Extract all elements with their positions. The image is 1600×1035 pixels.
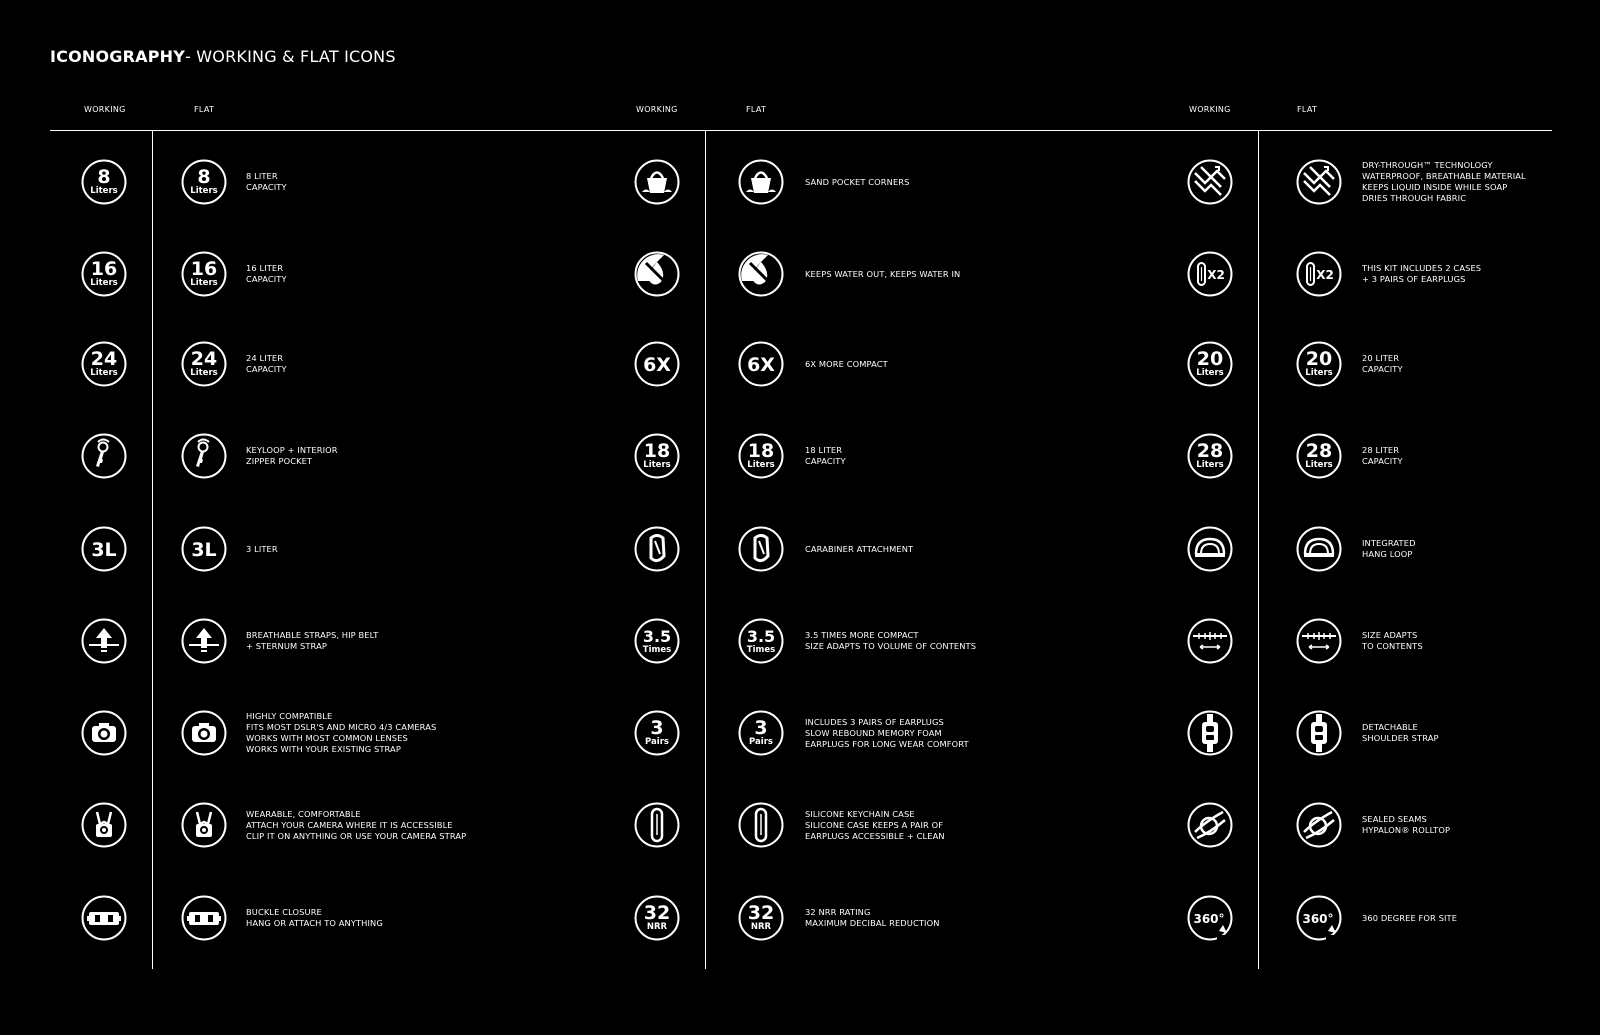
working-3-5-times-icon	[634, 618, 680, 664]
icon-description	[246, 445, 338, 467]
icon-description	[1362, 814, 1450, 836]
icon-unit: Liters	[643, 460, 671, 470]
working-dry-through-icon	[1187, 159, 1233, 205]
description-line: HANG OR ATTACH TO ANYTHING	[246, 918, 383, 928]
icon-unit: NRR	[646, 922, 668, 932]
working-keyloop-icon	[81, 433, 127, 479]
description-line: BREATHABLE STRAPS, HIP BELT	[246, 630, 379, 640]
icon-description	[805, 544, 913, 555]
icon-number: 6X	[643, 354, 671, 376]
description-line: INTEGRATED	[1362, 538, 1416, 548]
icon-number: 3L	[191, 539, 217, 561]
description-line: EARPLUGS ACCESSIBLE + CLEAN	[805, 830, 945, 841]
flat-keychain-case-icon	[738, 802, 784, 848]
icon-description	[246, 353, 287, 375]
description-line: CAPACITY	[246, 274, 287, 284]
flat-18-liters-icon	[738, 433, 784, 479]
header-working-2: WORKING	[636, 105, 678, 114]
icon-unit: Pairs	[645, 737, 669, 747]
working-16-liters-icon	[81, 251, 127, 297]
header-flat-3: FLAT	[1297, 105, 1318, 114]
icon-unit: Pairs	[749, 737, 773, 747]
working-sand-pocket-icon	[634, 159, 680, 205]
icon-number: 20	[1196, 348, 1224, 370]
icon-number: 3L	[91, 539, 117, 561]
flat-28-liters-icon	[1296, 433, 1342, 479]
icon-unit: Times	[746, 645, 776, 655]
working-rolltop-icon	[1187, 802, 1233, 848]
icon-unit: Liters	[1196, 368, 1224, 378]
description-line: DETACHABLE	[1362, 722, 1418, 732]
description-line: MAXIMUM DECIBAL REDUCTION	[805, 918, 940, 928]
description-line: CAPACITY	[1362, 456, 1403, 466]
working-camera-icon	[81, 710, 127, 756]
description-line: SEALED SEAMS	[1362, 814, 1427, 824]
icon-description	[1362, 160, 1526, 204]
description-line: + 3 PAIRS OF EARPLUGS	[1362, 274, 1466, 284]
working-6x-icon	[634, 341, 680, 387]
icon-description	[246, 171, 287, 193]
icon-description	[805, 445, 846, 467]
icon-unit: NRR	[750, 922, 772, 932]
description-line: CAPACITY	[805, 456, 846, 466]
flat-carabiner-icon	[738, 526, 784, 572]
flat-sand-pocket-icon	[738, 159, 784, 205]
description-line: 20 LITER	[1362, 353, 1400, 363]
working-buckle-icon	[81, 895, 127, 941]
flat-buckle-icon	[181, 895, 227, 941]
icon-number: 18	[643, 440, 671, 462]
flat-3-pairs-icon	[738, 710, 784, 756]
description-line: CAPACITY	[1362, 364, 1403, 374]
description-line: TO CONTENTS	[1362, 641, 1423, 651]
icon-description	[1362, 630, 1423, 652]
description-line: 3 LITER	[246, 543, 278, 554]
flat-rolltop-icon	[1296, 802, 1342, 848]
icon-number: 3	[650, 717, 664, 739]
working-carabiner-icon	[634, 526, 680, 572]
flat-camera-icon	[181, 710, 227, 756]
icon-description	[805, 809, 945, 842]
icon-number: 28	[1196, 440, 1224, 462]
column-divider-1	[152, 130, 153, 969]
icon-description	[805, 907, 940, 929]
description-line: 16 LITER	[246, 263, 284, 273]
flat-8-liters-icon	[181, 159, 227, 205]
icon-degrees: 360°	[1302, 912, 1334, 926]
icon-number: 20	[1305, 348, 1333, 370]
icon-unit: Liters	[747, 460, 775, 470]
description-line: SLOW REBOUND MEMORY FOAM	[805, 727, 942, 738]
description-line: SAND POCKET CORNERS	[805, 176, 910, 187]
icon-number: 16	[190, 258, 218, 280]
description-line: 32 NRR RATING	[805, 907, 871, 917]
working-3l-icon	[81, 526, 127, 572]
icon-multiplier: X2	[1316, 268, 1334, 282]
working-24-liters-icon	[81, 341, 127, 387]
description-line: FITS MOST DSLR'S AND MICRO 4/3 CAMERAS	[246, 722, 437, 732]
header-flat-2: FLAT	[746, 105, 767, 114]
page-title: ICONOGRAPHY- WORKING & FLAT ICONS	[50, 47, 396, 66]
description-line: 28 LITER	[1362, 445, 1400, 455]
icon-description	[246, 630, 378, 652]
working-8-liters-icon	[81, 159, 127, 205]
description-line: 3.5 TIMES MORE COMPACT	[805, 630, 919, 640]
icon-description	[246, 809, 466, 842]
description-line: KEEPS LIQUID INSIDE WHILE SOAP	[1362, 182, 1508, 192]
flat-16-liters-icon	[181, 251, 227, 297]
working-wearable-camera-icon	[81, 802, 127, 848]
description-line: KEYLOOP + INTERIOR	[246, 445, 338, 455]
icon-number: 3	[754, 717, 768, 739]
description-line: 360 DEGREE FOR SITE	[1362, 912, 1458, 923]
flat-keyloop-icon	[181, 433, 227, 479]
description-line: DRY-THROUGH™ TECHNOLOGY	[1362, 160, 1493, 170]
flat-3-5-times-icon	[738, 618, 784, 664]
description-line: HYPALON® ROLLTOP	[1362, 825, 1451, 835]
flat-water-icon	[738, 251, 784, 297]
working-size-adapts-icon	[1187, 618, 1233, 664]
description-line: THIS KIT INCLUDES 2 CASES	[1362, 263, 1482, 273]
flat-wearable-camera-icon	[181, 802, 227, 848]
working-shoulder-strap-icon	[1187, 710, 1233, 756]
working-32-nrr-icon	[634, 895, 680, 941]
icon-unit: Liters	[190, 368, 218, 378]
icon-multiplier: X2	[1207, 268, 1225, 282]
header-working-3: WORKING	[1189, 105, 1231, 114]
icon-description	[805, 269, 960, 280]
icon-number: 3.5	[746, 627, 776, 646]
icon-unit: Liters	[90, 368, 118, 378]
icon-number: 8	[197, 166, 211, 188]
header-divider	[50, 130, 1552, 131]
description-line: INCLUDES 3 PAIRS OF EARPLUGS	[805, 716, 944, 727]
working-keychain-case-icon	[634, 802, 680, 848]
icon-unit: Liters	[190, 278, 218, 288]
icon-number: 6X	[747, 354, 775, 376]
flat-3l-icon	[181, 526, 227, 572]
description-line: KEEPS WATER OUT, KEEPS WATER IN	[805, 268, 961, 279]
icon-unit: Liters	[1305, 368, 1333, 378]
icon-unit: Liters	[190, 186, 218, 196]
description-line: + STERNUM STRAP	[246, 641, 327, 651]
icon-unit: Liters	[1305, 460, 1333, 470]
description-line: CAPACITY	[246, 182, 287, 192]
description-line: WORKS WITH MOST COMMON LENSES	[246, 733, 408, 743]
icon-degrees: 360°	[1193, 912, 1225, 926]
icon-unit: Liters	[1196, 460, 1224, 470]
icon-description	[805, 177, 910, 188]
icon-unit: Times	[642, 645, 672, 655]
flat-32-nrr-icon	[738, 895, 784, 941]
description-line: 18 LITER	[805, 445, 843, 455]
description-line: SIZE ADAPTS TO VOLUME OF CONTENTS	[805, 641, 977, 651]
flat-hang-loop-icon	[1296, 526, 1342, 572]
description-line: WORKS WITH YOUR EXISTING STRAP	[246, 744, 401, 754]
icon-number: 32	[643, 902, 671, 924]
description-line: SIZE ADAPTS	[1362, 630, 1418, 640]
icon-number: 8	[97, 166, 111, 188]
description-line: ZIPPER POCKET	[246, 456, 313, 466]
icon-description	[1362, 353, 1403, 375]
icon-description	[1362, 913, 1457, 924]
description-line: CLIP IT ON ANYTHING OR USE YOUR CAMERA STRAP	[246, 830, 467, 841]
description-line: WEARABLE, COMFORTABLE	[246, 808, 361, 819]
icon-number: 28	[1305, 440, 1333, 462]
flat-6x-icon	[738, 341, 784, 387]
icon-description	[1362, 445, 1403, 467]
description-line: CARABINER ATTACHMENT	[805, 543, 914, 554]
flat-shoulder-strap-icon	[1296, 710, 1342, 756]
description-line: SILICONE CASE KEEPS A PAIR OF	[805, 819, 944, 830]
icon-number: 24	[190, 348, 218, 370]
description-line: HIGHLY COMPATIBLE	[246, 711, 333, 721]
column-divider-3	[1258, 130, 1259, 969]
flat-size-adapts-icon	[1296, 618, 1342, 664]
working-water-icon	[634, 251, 680, 297]
icon-unit: Liters	[90, 186, 118, 196]
icon-number: 16	[90, 258, 118, 280]
description-line: SHOULDER STRAP	[1362, 733, 1439, 743]
description-line: BUCKLE CLOSURE	[246, 907, 322, 917]
icon-number: 32	[747, 902, 775, 924]
flat-24-liters-icon	[181, 341, 227, 387]
working-20-liters-icon	[1187, 341, 1233, 387]
icon-unit: Liters	[90, 278, 118, 288]
icon-description	[805, 359, 888, 370]
flat-20-liters-icon	[1296, 341, 1342, 387]
working-hang-loop-icon	[1187, 526, 1233, 572]
description-line: 8 LITER	[246, 171, 278, 181]
icon-description	[246, 907, 383, 929]
flat-straps-icon	[181, 618, 227, 664]
description-line: 6X MORE COMPACT	[805, 358, 888, 369]
description-line: HANG LOOP	[1362, 549, 1413, 559]
icon-description	[1362, 722, 1439, 744]
icon-description	[805, 630, 976, 652]
icon-number: 3.5	[642, 627, 672, 646]
description-line: CAPACITY	[246, 364, 287, 374]
working-straps-icon	[81, 618, 127, 664]
column-divider-2	[705, 130, 706, 969]
header-flat-1: FLAT	[194, 105, 215, 114]
description-line: SILICONE KEYCHAIN CASE	[805, 808, 915, 819]
working-360-icon	[1187, 895, 1233, 941]
header-working-1: WORKING	[84, 105, 126, 114]
description-line: 24 LITER	[246, 353, 284, 363]
icon-number: 18	[747, 440, 775, 462]
description-line: EARPLUGS FOR LONG WEAR COMFORT	[805, 738, 969, 749]
working-3-pairs-icon	[634, 710, 680, 756]
working-28-liters-icon	[1187, 433, 1233, 479]
icon-description	[246, 544, 278, 555]
icon-number: 24	[90, 348, 118, 370]
flat-360-icon	[1296, 895, 1342, 941]
flat-x2-cases-icon	[1296, 251, 1342, 297]
icon-description	[1362, 263, 1481, 285]
description-line: ATTACH YOUR CAMERA WHERE IT IS ACCESSIBLE	[246, 819, 453, 830]
icon-description	[1362, 538, 1416, 560]
icon-description	[246, 711, 436, 755]
icon-description	[805, 717, 969, 750]
description-line: WATERPROOF, BREATHABLE MATERIAL	[1362, 171, 1526, 181]
description-line: DRIES THROUGH FABRIC	[1362, 193, 1467, 203]
working-x2-cases-icon	[1187, 251, 1233, 297]
flat-dry-through-icon	[1296, 159, 1342, 205]
working-18-liters-icon	[634, 433, 680, 479]
icon-description	[246, 263, 287, 285]
